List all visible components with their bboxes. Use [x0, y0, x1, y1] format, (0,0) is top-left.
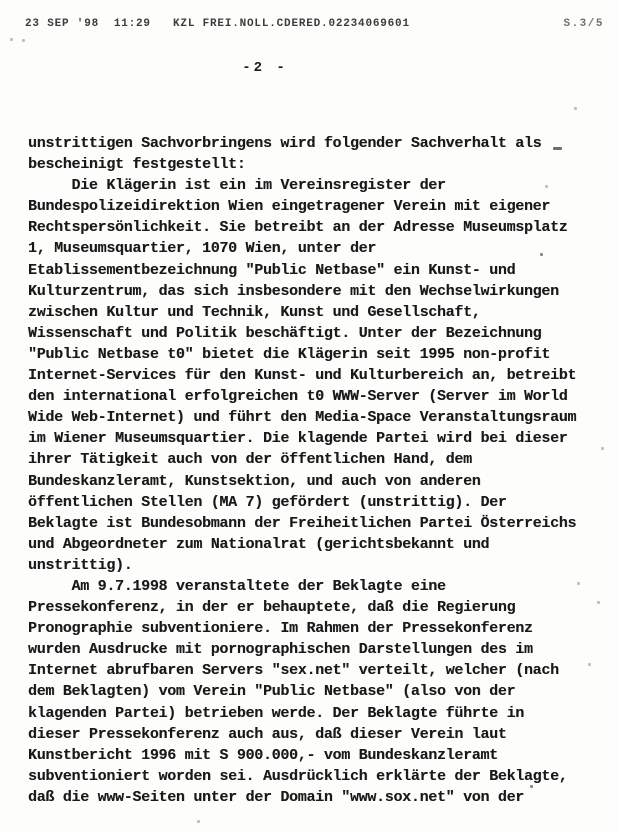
scan-artifact [577, 582, 580, 585]
text-line: Die Klägerin ist ein im Vereinsregister der [28, 177, 446, 195]
text-line: Wissenschaft und Politik beschäftigt. Unter der Bezeichnung [28, 324, 542, 342]
text-line: Kunstbericht 1996 mit S 900.000,- vom Bundeskanzleramt [28, 746, 498, 764]
scan-artifact [10, 38, 13, 41]
fax-header-page-counter: S.3/5 [563, 18, 604, 30]
text-line: klagenden Partei) betrieben werde. Der Beklagte führte in [28, 704, 524, 722]
text-line: Etablissementbezeichnung "Public Netbase" ein Kunst- und [28, 261, 516, 279]
scan-artifact [22, 39, 25, 42]
scan-artifact [588, 663, 591, 666]
scan-artifact [601, 447, 604, 450]
text-line: im Wiener Museumsquartier. Die klagende Partei wird bei dieser [28, 430, 568, 448]
fax-header-timestamp-sender: 23 SEP '98 11:29 KZL FREI.NOLL.CDERED.02234069601 [25, 18, 410, 30]
scan-artifact [540, 253, 543, 256]
text-line: bescheinigt festgestellt: [28, 156, 246, 174]
fax-transmission-header [25, 18, 604, 30]
text-line: Internet abrufbaren Servers "sex.net" verteilt, welcher (nach [28, 662, 559, 680]
text-line: "Public Netbase t0" bietet die Klägerin seit 1995 non-profit [28, 345, 551, 363]
scan-artifact [530, 785, 533, 788]
text-line: Am 9.7.1998 veranstaltete der Beklagte eine [28, 577, 446, 595]
scan-artifact [597, 601, 600, 604]
text-line: Pronographie subventioniere. Im Rahmen der Pressekonferenz [28, 620, 533, 638]
text-line: Wide Web-Internet) und führt den Media-Space Veranstaltungsraum [28, 409, 577, 427]
text-line: dem Beklagten) vom Verein "Public Netbase" (also von der [28, 683, 516, 701]
text-line: unstrittig). [28, 556, 133, 574]
scan-artifact [197, 820, 200, 823]
text-line: 1, Museumsquartier, 1070 Wien, unter der [28, 240, 377, 258]
text-line: daß die www-Seiten unter der Domain "www.sox.net" von der [28, 788, 524, 806]
text-line: zwischen Kultur und Technik, Kunst und Gesellschaft, [28, 303, 481, 321]
text-line: Bundeskanzleramt, Kunstsektion, und auch von anderen [28, 472, 481, 490]
scan-artifact [574, 107, 577, 110]
text-line: öffentlichen Stellen (MA 7) gefördert (unstrittig). Der [28, 493, 507, 511]
text-line: ihrer Tätigkeit auch von der öffentlichen Hand, dem [28, 451, 472, 469]
text-line: Pressekonferenz, in der er behauptete, daß die Regierung [28, 599, 516, 617]
page-number: -2 - [242, 60, 288, 76]
text-line: Internet-Services für den Kunst- und Kulturbereich an, betreibt [28, 367, 577, 385]
text-line: Beklagte ist Bundesobmann der Freiheitlichen Partei Österreichs [28, 514, 577, 532]
text-line: Rechtspersönlichkeit. Sie betreibt an der Adresse Museumsplatz [28, 219, 568, 237]
text-line: subventioniert worden sei. Ausdrücklich erklärte der Beklagte, [28, 767, 568, 785]
scan-artifact [545, 185, 548, 188]
scan-artifact [553, 147, 562, 150]
text-line: dieser Pressekonferenz auch aus, daß dieser Verein laut [28, 725, 507, 743]
text-line: wurden Ausdrucke mit pornographischen Darstellungen des im [28, 641, 533, 659]
text-line: Kulturzentrum, das sich insbesondere mit den Wechselwirkungen [28, 282, 559, 300]
text-line: den international erfolgreichen t0 WWW-Server (Server im World [28, 388, 568, 406]
text-line: Bundespolizeidirektion Wien eingetragener Verein mit eigener [28, 198, 551, 216]
text-line: unstrittigen Sachvorbringens wird folgender Sachverhalt als [28, 135, 542, 152]
document-body-text [28, 133, 610, 808]
text-line: und Abgeordneter zum Nationalrat (gerichtsbekannt und [28, 535, 490, 553]
